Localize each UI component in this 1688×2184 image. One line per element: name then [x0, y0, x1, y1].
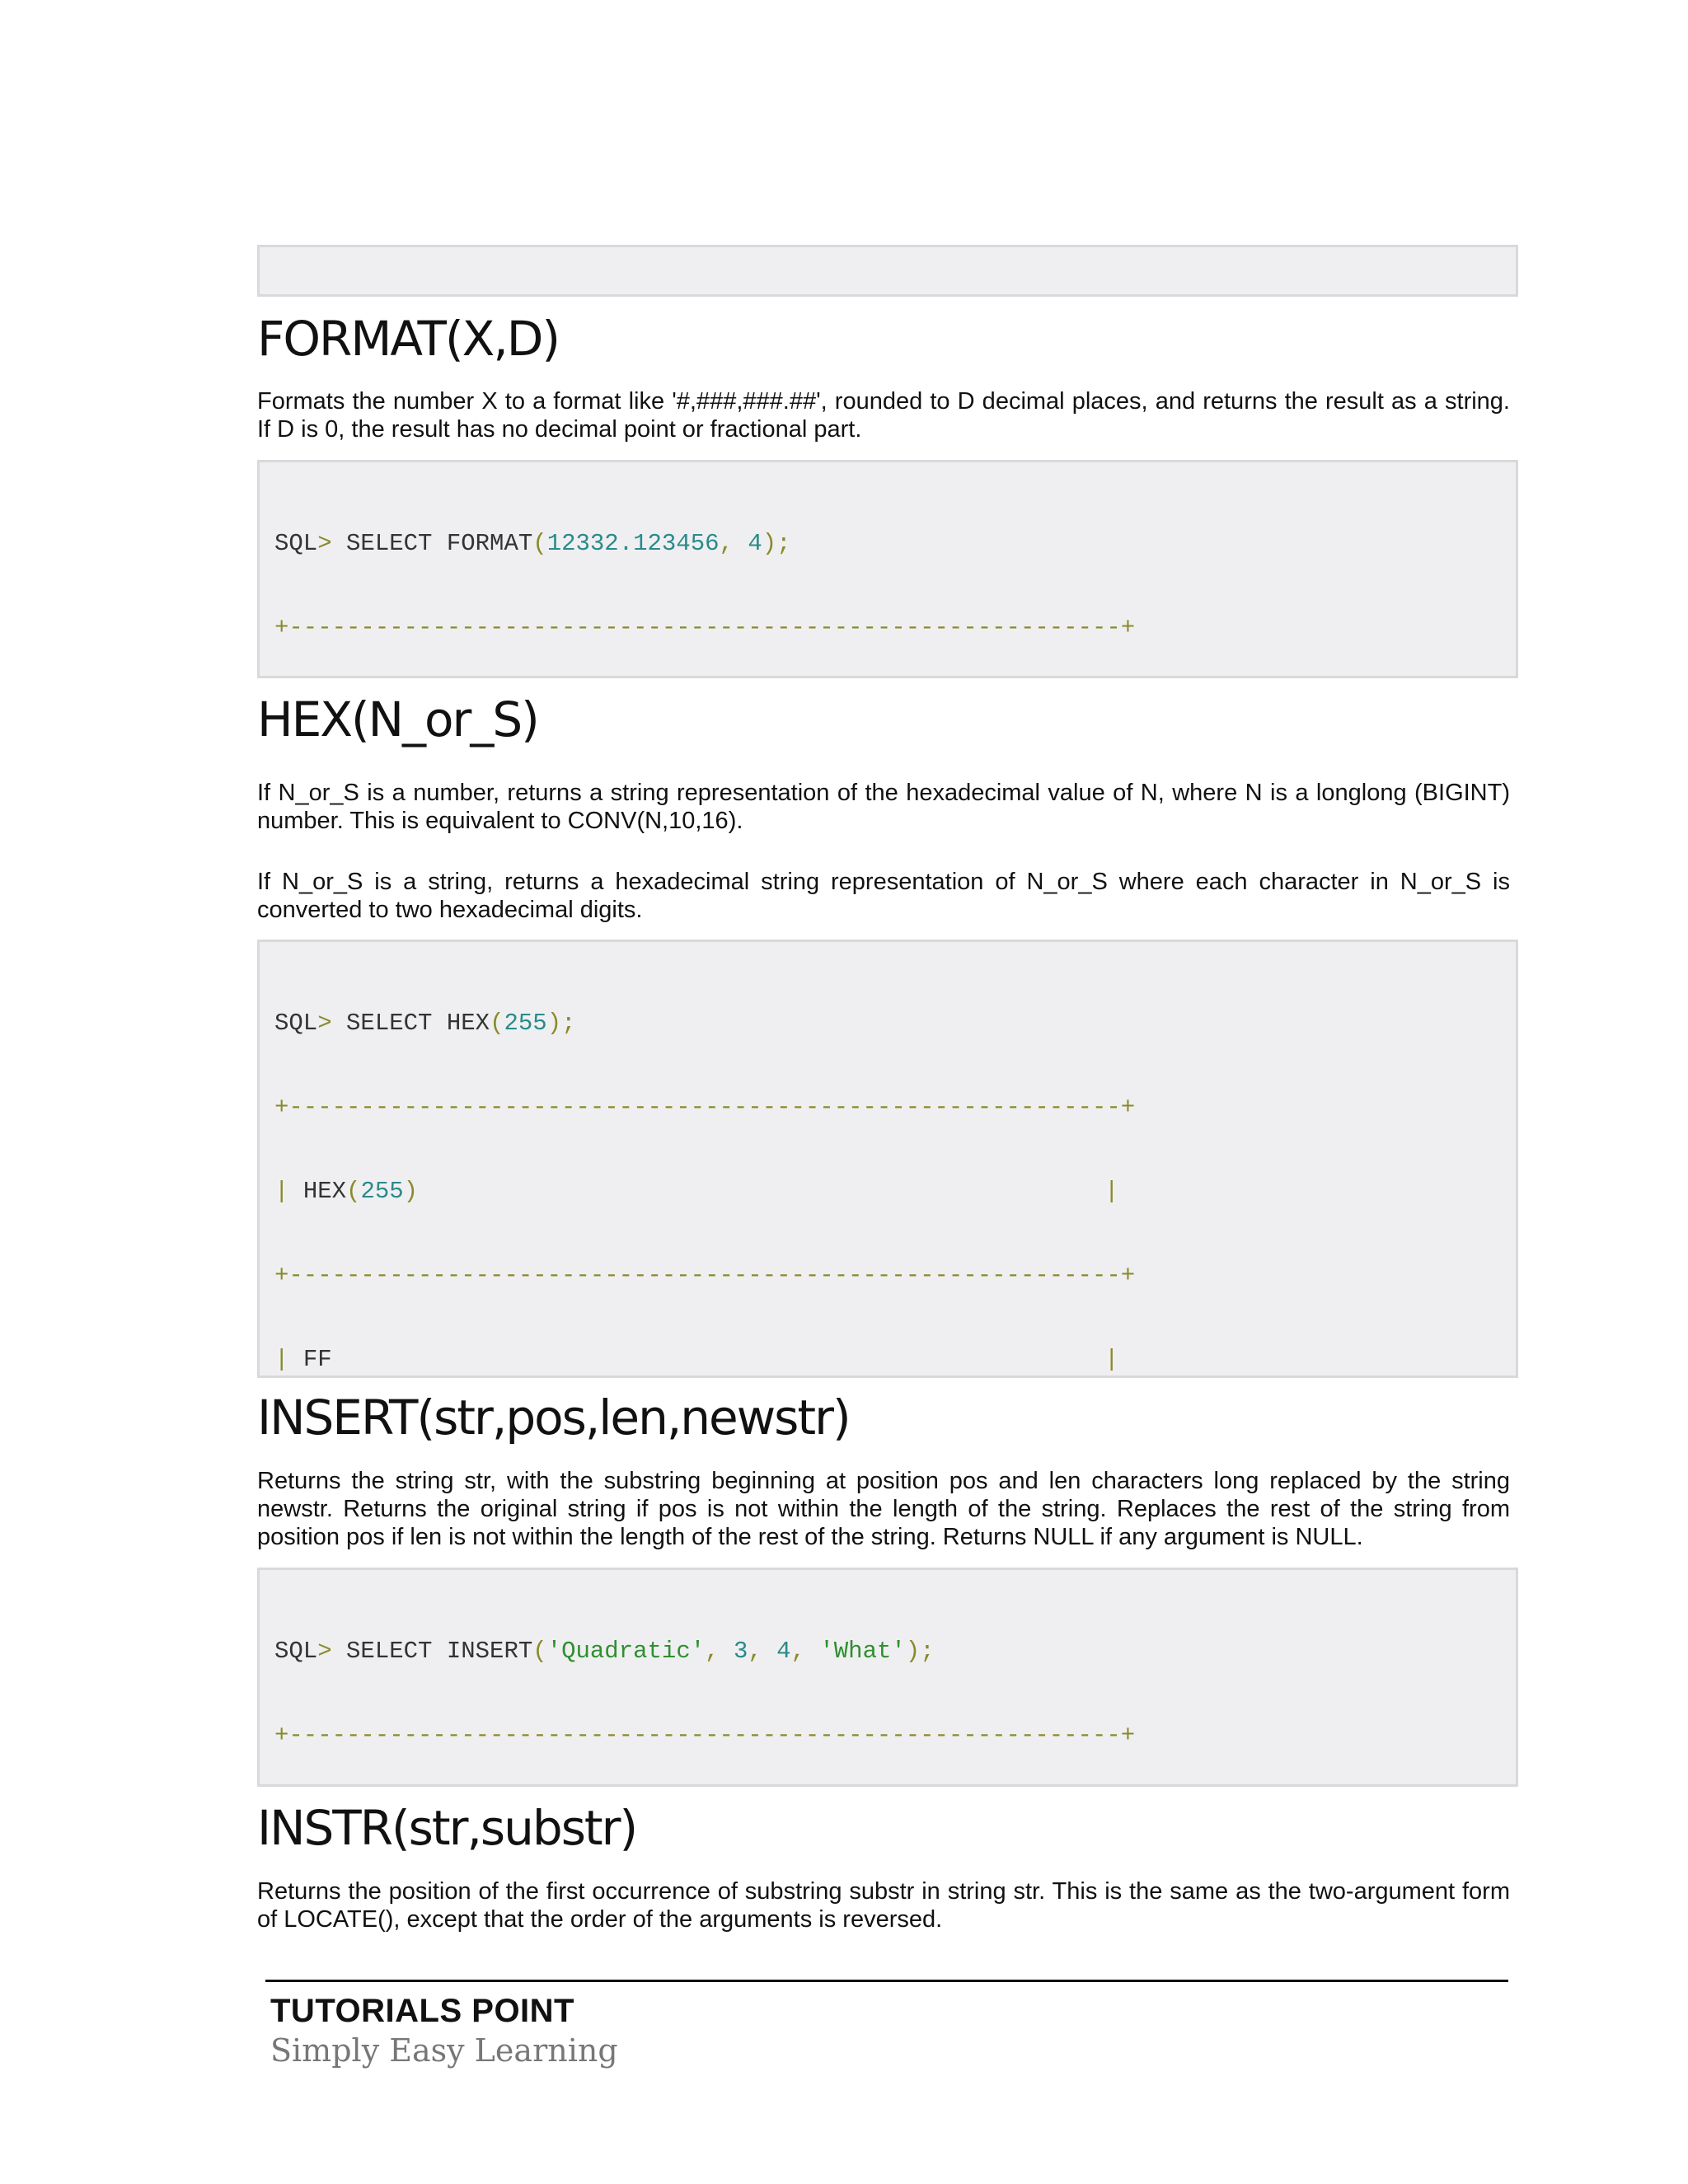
table-border: +----------------------------------------------------------+ [274, 1094, 1136, 1121]
table-header-row: | HEX(255) | [274, 1178, 1119, 1205]
section-title-format: FORMAT(X,D) [257, 311, 560, 367]
table-border: +----------------------------------------------------------+ [274, 1262, 1136, 1289]
footer-tagline: Simply Easy Learning [270, 2032, 618, 2069]
sql-query-line: SQL> SELECT INSERT('Quadratic', 3, 4, 'What'); [274, 1638, 935, 1665]
format-description: Formats the number X to a format like '#,###,###.##', rounded to D decimal places, and returns the result as a string. If D is 0, the result has no decimal point or fractional part. [257, 388, 1510, 443]
section-title-insert: INSERT(str,pos,len,newstr) [257, 1390, 850, 1446]
table-border: +----------------------------------------------------------+ [274, 1722, 1136, 1749]
sql-query-line: SQL> SELECT HEX(255); [274, 1010, 576, 1037]
hex-description-number: If N_or_S is a number, returns a string representation of the hexadecimal value of N, where N is a longlong (BIGINT) number. This is equivalent to CONV(N,10,16). [257, 780, 1510, 834]
code-block-format [257, 460, 1518, 678]
instr-description: Returns the position of the first occurrence of substring substr in string str. This is the same as the two-argument form of LOCATE(), except that the order of the arguments is reversed. [257, 1878, 1510, 1933]
code-block-hex [257, 940, 1518, 1378]
section-title-instr: INSTR(str,substr) [257, 1800, 637, 1856]
section-title-hex: HEX(N_or_S) [257, 691, 538, 748]
table-border: +----------------------------------------------------------+ [274, 614, 1136, 641]
insert-description: Returns the string str, with the substring beginning at position pos and len characters long replaced by the string newstr. Returns the original string if pos is not within the length of the string. Replaces the rest of the string from position pos if len is not within the length of the rest of the string. Returns NULL if any argument is NULL. [257, 1468, 1510, 1550]
footer-divider [265, 1980, 1508, 1982]
hex-description-string: If N_or_S is a string, returns a hexadecimal string representation of N_or_S where each character in N_or_S is converted to two hexadecimal digits. [257, 869, 1510, 923]
footer-brand: TUTORIALS POINT [270, 1993, 574, 2029]
code-block-insert [257, 1568, 1518, 1787]
sql-query-line: SQL> SELECT FORMAT(12332.123456, 4); [274, 530, 791, 557]
code-block-previous-result [257, 245, 1518, 297]
table-result-row: | FF | [274, 1346, 1119, 1373]
